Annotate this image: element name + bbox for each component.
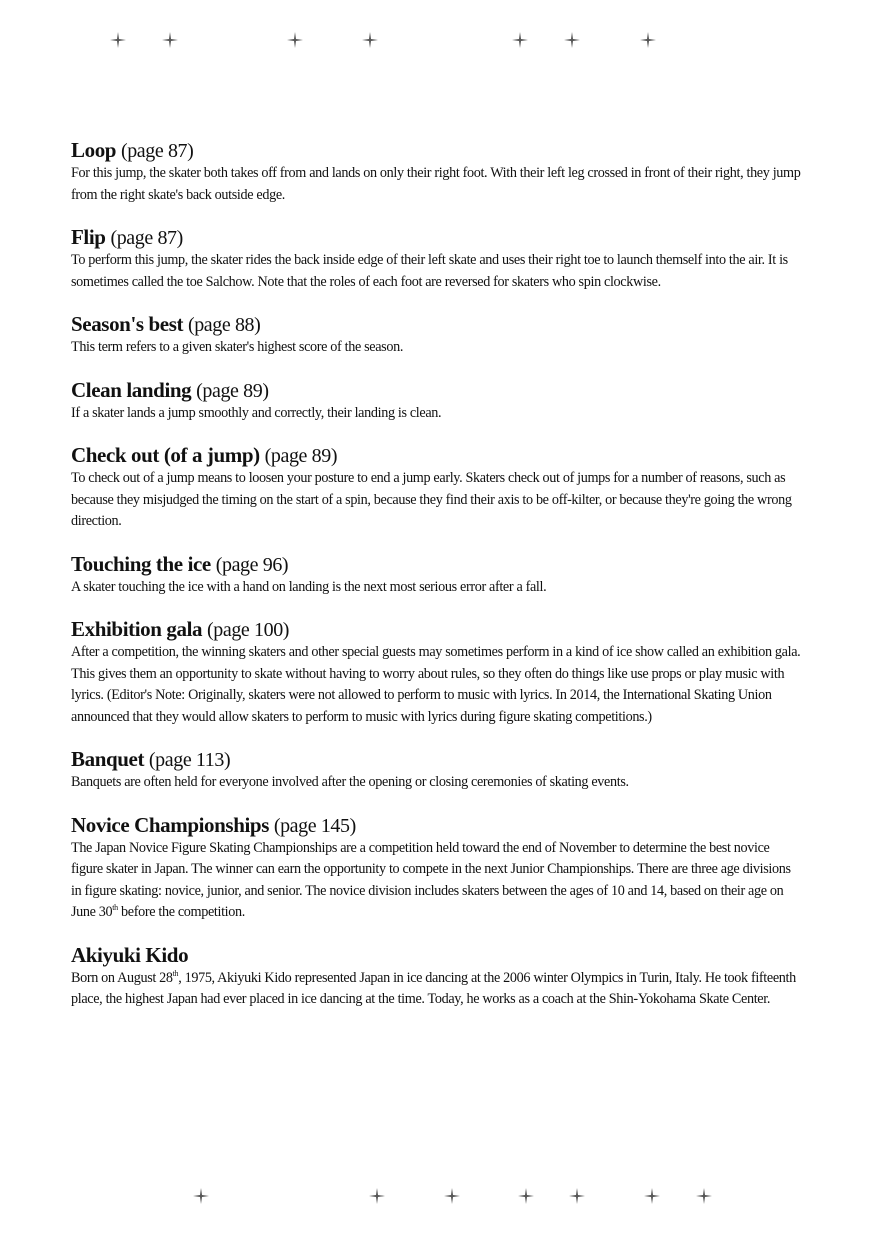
entry-page-ref: (page 145) [273,814,356,837]
entry-definition: After a competition, the winning skaters and other special guests may sometimes perform in a kind of ice show called an exhibition gala. This gives them an opportunity to skate without having to worry about rules, so they often do things like use props or play music with lyrics. (Editor's Note: Originally, skaters were not allowed to perform to music with lyrics. In 2014, the International Skating Union announced that they would allow skaters to perform to music with lyrics during figure skating competitions.) [71,644,801,725]
sparkle-icon [287,32,303,48]
sparkle-icon [110,32,126,48]
glossary [71,138,801,1030]
entry-term: Akiyuki Kido [71,942,189,967]
entry-page-ref: (page 88) [187,314,261,336]
glossary-entry-check-out [71,443,801,533]
entry-definition: Born on August 28th, 1975, Akiyuki Kido represented Japan in ice dancing at the 2006 winter Olympics in Turin, Italy. He took fifteenth place, the highest Japan had ever placed in ice dancing at the time. Today, he works as a coach at the Shin-Yokohama Skate Center. [71,968,796,1007]
glossary-entry-flip [71,225,801,293]
sparkle-icon [518,1188,534,1204]
entry-term: Exhibition gala [71,617,207,641]
entry-term: Flip [71,225,111,249]
entry-definition: This term refers to a given skater's highest score of the season. [71,339,404,355]
sparkle-icon [362,32,378,48]
entry-definition: For this jump, the skater both takes off from and lands on only their right foot. With their left leg crossed in front of their right, they jump from the right skate's back outside edge. [71,165,801,203]
entry-term: Clean landing [71,377,197,402]
entry-definition: If a skater lands a jump smoothly and correctly, their landing is clean. [71,404,442,421]
entry-title [71,443,801,468]
entry-definition: To check out of a jump means to loosen your posture to end a jump early. Skaters check out of jumps for a number of reasons, such as because they misjudged the timing on the start of a spin, because they find their axis to be off-kilter, or because they're going the wrong direction. [71,470,792,529]
glossary-entry-seasons-best [71,312,801,359]
ordinal-suffix: th [172,968,179,978]
sparkle-icon [696,1188,712,1204]
entry-definition: Banquets are often held for everyone involved after the opening or closing ceremonies of skating events. [71,774,629,790]
sparkle-icon [444,1188,460,1204]
glossary-entry-loop [71,138,801,206]
entry-title [71,138,801,163]
entry-title [71,552,801,577]
entry-term: Banquet [71,747,149,771]
glossary-entry-novice-championships [71,813,801,924]
entry-definition: The Japan Novice Figure Skating Championships are a competition held toward the end of November to determine the best novice figure skater in Japan. The winner can earn the opportunity to compete in the next Junior Championships. There are three age divisions in figure skating: novice, junior, and senior. The novice division includes skaters between the ages of 10 and 14, based on their age on June 30th before the competition. [71,839,791,920]
sparkle-icon [640,32,656,48]
glossary-entry-clean-landing [71,378,801,425]
glossary-entry-banquet [71,747,801,794]
entry-title [71,813,801,838]
sparkle-icon [644,1188,660,1204]
entry-term: Novice Championships [71,812,274,837]
entry-title [71,378,801,403]
entry-term: Season's best [71,312,188,336]
sparkle-icon [193,1188,209,1204]
glossary-entry-exhibition-gala [71,617,801,728]
glossary-entry-akiyuki-kido [71,943,801,1011]
entry-page-ref: (page 87) [110,227,183,249]
entry-title [71,747,801,772]
entry-page-ref: (page 100) [206,619,290,641]
glossary-entry-touching-the-ice [71,552,801,599]
entry-page-ref: (page 89) [264,445,338,467]
entry-title [71,943,801,968]
entry-term: Loop [71,138,121,162]
entry-definition: A skater touching the ice with a hand on landing is the next most serious error after a fall. [71,578,547,595]
entry-term: Touching the ice [71,551,216,576]
sparkle-icon [512,32,528,48]
entry-title [71,312,801,337]
entry-term: Check out (of a jump) [71,443,265,467]
entry-title [71,225,801,250]
entry-page-ref: (page 113) [148,749,231,771]
entry-page-ref: (page 89) [196,379,269,402]
sparkle-icon [162,32,178,48]
entry-page-ref: (page 96) [215,553,289,576]
entry-definition: To perform this jump, the skater rides the back inside edge of their left skate and uses their right toe to launch themself into the air. It is sometimes called the toe Salchow. Note that the roles of each foot are reversed for skaters who spin clockwise. [71,252,788,290]
sparkle-icon [369,1188,385,1204]
entry-page-ref: (page 87) [120,140,194,162]
ordinal-suffix: th [112,903,118,912]
sparkle-icon [569,1188,585,1204]
sparkle-icon [564,32,580,48]
entry-title [71,617,801,642]
